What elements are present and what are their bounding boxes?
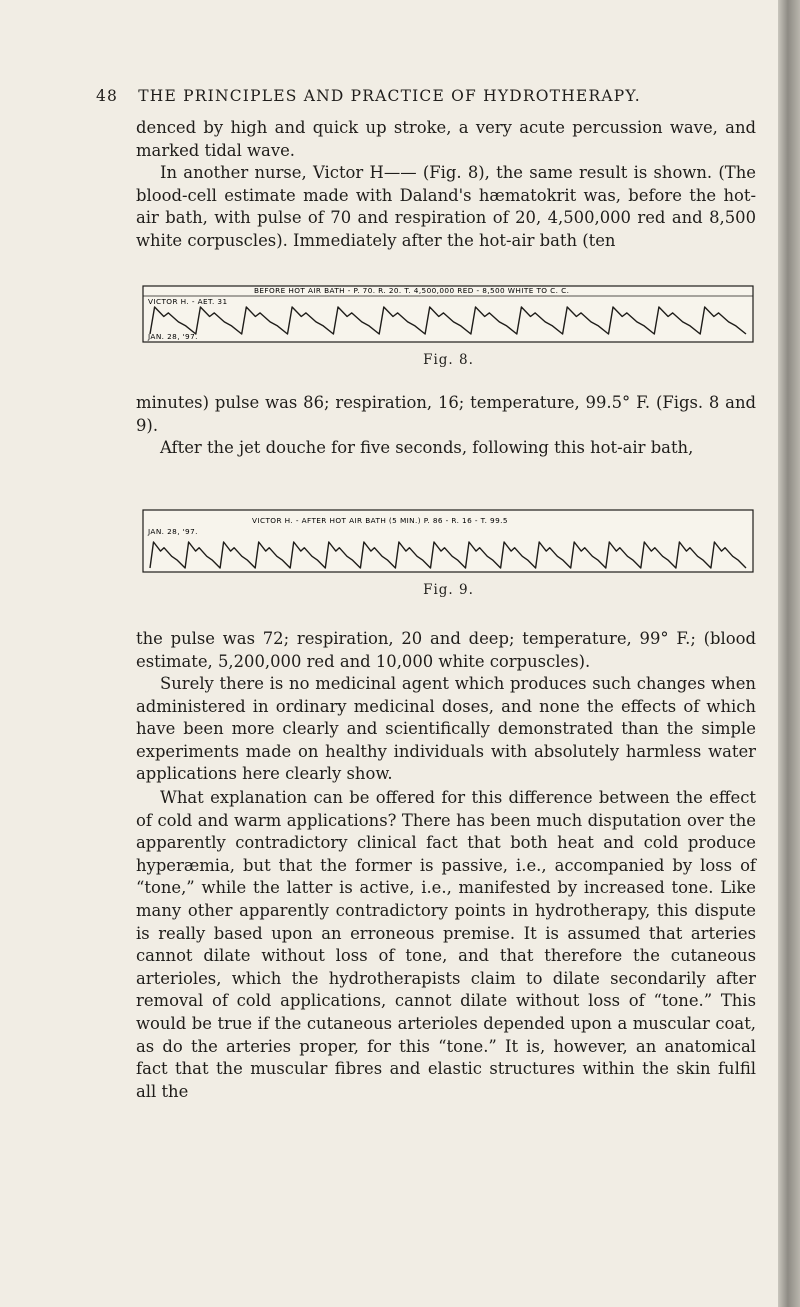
figure-8-header: BEFORE HOT AIR BATH - P. 70. R. 20. T. 4,500,000 RED - 8,500 WHITE TO C. C.: [254, 286, 570, 295]
page-edge-shadow: [778, 0, 800, 1307]
paragraph-7-text: What explanation can be offered for this difference between the effect of cold and warm applications? There has been much disputation over the apparently contradictory clinical fact that both heat and cold produce hyperæmia, but that the former is passive, i.e., accompanied by loss of “tone,” while the latter is active, i.e., manifested by increased tone. Like many other apparently contradictory points in hydrotherapy, this dispute is really based upon an erroneous premise. It is assumed that arteries cannot dilate without loss of tone, and that therefore the cutaneous arterioles, which the hydrotherapists claim to dilate secondarily after removal of cold applications, cannot dilate without loss of “tone.” This would be true if the cutaneous arterioles depended upon a muscular coat, as do the arteries proper, for this “tone.” It is, however, an anatomical fact that the muscular fibres and elastic structures within the skin fulfil all the: [136, 788, 756, 1101]
paragraph-1: denced by high and quick up stroke, a very acute percussion wave, and marked tidal wave.: [136, 118, 756, 160]
paragraph-7: [136, 787, 756, 1103]
figure-8-sphygmogram: [142, 282, 755, 346]
running-title: THE PRINCIPLES AND PRACTICE OF HYDROTHERAPY.: [138, 87, 641, 105]
figure-9-header: VICTOR H. - AFTER HOT AIR BATH (5 MIN.) P. 86 - R. 16 - T. 99.5: [252, 516, 508, 525]
figure-9-sphygmogram: [142, 506, 755, 576]
figure-9-date: JAN. 28, '97.: [148, 527, 198, 536]
paragraph-6: [136, 673, 756, 786]
paragraph-4-text: After the jet douche for five seconds, following this hot-air bath,: [160, 438, 694, 457]
paragraph-2-text: In another nurse, Victor H—— (Fig. 8), the same result is shown. (The blood-cell estimate made with Daland's hæmatokrit was, before the hot-air bath, with pulse of 70 and respiration of 20, 4,500,000 red and 8,500 white corpuscles). Immediately after the hot-air bath (ten: [136, 163, 756, 250]
page-number: 48: [96, 87, 119, 105]
figure-8-caption: Fig. 8.: [423, 352, 474, 368]
paragraph-3: minutes) pulse was 86; respiration, 16; temperature, 99.5° F. (Figs. 8 and 9).: [136, 393, 756, 435]
paragraph-2: [136, 162, 756, 252]
figure-8-subject: VICTOR H. - AET. 31: [148, 297, 228, 306]
paragraph-6-text: Surely there is no medicinal agent which produces such changes when administered in ordinary medicinal doses, and none the effects of which have been more clearly and scientifically demonstrated than the simple experiments made on healthy individuals with absolutely harmless water applications here clearly show.: [136, 674, 756, 784]
figure-8-date: JAN. 28, '97.: [148, 332, 198, 341]
figure-9: [142, 506, 755, 598]
figure-9-caption: Fig. 9.: [423, 582, 474, 598]
paragraph-5: the pulse was 72; respiration, 20 and deep; temperature, 99° F.; (blood estimate, 5,200,000 red and 10,000 white corpuscles).: [136, 629, 756, 671]
running-head: [96, 87, 736, 105]
paragraph-4: [136, 437, 756, 460]
figure-8: [142, 282, 755, 368]
